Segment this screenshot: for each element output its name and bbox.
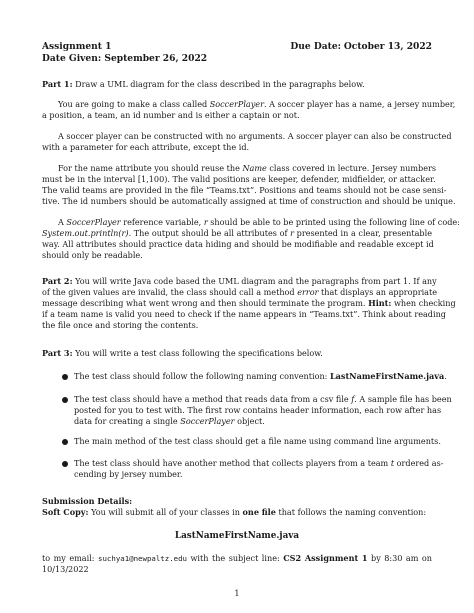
class-name-soccerplayer: SoccerPlayer (209, 99, 264, 109)
part2-line4: if a team name is valid you need to check if the name appears in “Teams.txt”. Think about reading (42, 309, 446, 319)
email-subject: CS2 Assignment 1 (283, 553, 368, 563)
part3-intro (42, 348, 432, 358)
due-date-value: October 13, 2022 (343, 41, 432, 52)
text-run: that follows the naming convention: (275, 507, 427, 517)
part1-p3-line4: tive. The id numbers should be automatically assigned at time of construction and should be unique. (42, 196, 456, 206)
part3-bullet4-line1 (74, 458, 444, 468)
text-run: to my email: (42, 553, 99, 563)
text-run: should be able to be printed using the following line of code: (207, 217, 460, 227)
part1-p2-line2: with a parameter for each attribute, except the id. (42, 142, 250, 152)
bullet-icon (62, 397, 68, 403)
part1-p4-line2 (42, 228, 432, 238)
method-error: error (297, 287, 319, 297)
date-given (42, 54, 432, 64)
text-run: A (58, 217, 67, 227)
part3-bullet1 (74, 371, 447, 381)
text-run: ordered as- (394, 458, 444, 468)
text-run: The test class should have another method that collects players from a team (74, 458, 391, 468)
part3-bullet2-line3 (74, 416, 432, 426)
text-run: class covered in lecture. Jersey numbers (266, 163, 437, 173)
page-number: 1 (234, 588, 240, 598)
part2-line1 (42, 276, 437, 286)
text-run: . A soccer player has a name, a jersey number, (263, 99, 456, 109)
part1-p4-line4: should only be readable. (42, 250, 143, 260)
part3-bullet2-line1 (74, 394, 452, 404)
text-run: of the given values are invalid, the class should call a method (42, 287, 298, 297)
text-run: reference variable, (120, 217, 204, 227)
class-name-soccerplayer: SoccerPlayer (180, 416, 235, 426)
bullet-icon (62, 439, 68, 445)
text-run: when checking (391, 298, 456, 308)
email-address: suchya1@newpaltz.edu (98, 554, 188, 563)
text-run: The test class should have a method that reads data from a csv file (74, 394, 352, 404)
text-run: presented in a clear, presentable (294, 228, 432, 238)
text-run: by 8:30 am on (367, 553, 432, 563)
part1-p3-line1 (58, 163, 437, 173)
date-given-value: September 26, 2022 (104, 53, 208, 64)
part1-p4-line3: way. All attributes should practice data hiding and should be modifiable and readable except id (42, 239, 434, 249)
variable-t: t (390, 458, 395, 468)
class-name-name: Name (242, 163, 267, 173)
submission-filename: LastNameFirstName.java (174, 531, 300, 541)
date-given-label: Date Given: (42, 53, 102, 64)
text-run: The test class should follow the following naming convention: (74, 371, 330, 381)
part1-intro-text: Draw a UML diagram for the class described in the paragraphs below. (75, 79, 365, 89)
submission-line2 (42, 553, 432, 564)
part2-label: Part 2: (42, 276, 73, 286)
part3-label: Part 3: (42, 348, 73, 358)
part2-line2 (42, 287, 438, 297)
part2-line5: the file once and storing the contents. (42, 320, 199, 330)
text-run: You will write Java code based the UML diagram and the paragraphs from part 1. If any (75, 276, 437, 286)
assignment-title: Assignment 1 (42, 41, 112, 52)
part1-p4-line1 (58, 217, 460, 227)
part1-p3-line3: The valid teams are provided in the file “Teams.txt”. Positions and teams should not be case sensi- (42, 185, 447, 195)
submission-line1 (42, 507, 432, 517)
part3-bullet3: The main method of the test class should get a file name using command line arguments. (74, 436, 441, 446)
text-run: . (444, 371, 447, 381)
part1-label: Part 1: (42, 79, 73, 89)
text-run: object. (234, 416, 265, 426)
bullet-icon (62, 374, 68, 380)
class-name-soccerplayer: SoccerPlayer (66, 217, 121, 227)
text-run: message describing what went wrong and then should terminate the program. (42, 298, 369, 308)
hint-label: Hint: (368, 298, 392, 308)
file-naming-convention: LastNameFirstName.java (329, 371, 445, 381)
variable-f: f (351, 394, 355, 404)
text-run: You will write a test class following the specifications below. (75, 348, 323, 358)
text-run: . A sample file has been (354, 394, 452, 404)
part3-bullet2-line2: posted for you to test with. The first row contains header information, each row after has (74, 405, 442, 415)
bullet-icon (62, 461, 68, 467)
part2-line3 (42, 298, 456, 308)
one-file-emphasis: one file (242, 507, 276, 517)
part1-p1-line1 (58, 99, 456, 109)
code-println: System.out.println(r) (42, 228, 129, 238)
part1-p2-line1: A soccer player can be constructed with no arguments. A soccer player can also be constructed (58, 131, 452, 141)
part1-intro (42, 79, 432, 89)
text-run: You will submit all of your classes in (91, 507, 243, 517)
soft-copy-label: Soft Copy: (42, 507, 89, 517)
variable-r: r (290, 228, 294, 238)
due-date-label: Due Date: (290, 41, 341, 52)
part1-p1-line2: a position, a team, an id number and is either a captain or not. (42, 110, 300, 120)
text-run: that displays an appropriate (318, 287, 438, 297)
text-run: For the name attribute you should reuse the (58, 163, 243, 173)
text-run: You are going to make a class called (58, 99, 210, 109)
text-run: data for creating a single (74, 416, 181, 426)
text-run: . The output should be all attributes of (128, 228, 291, 238)
due-date (290, 42, 432, 52)
variable-r: r (203, 217, 208, 227)
text-run: with the subject line: (187, 553, 284, 563)
part1-p3-line2: must be in the interval [1,100). The valid positions are keeper, defender, midfielder, or attacker. (42, 174, 436, 184)
part3-bullet4-line2: cending by jersey number. (74, 469, 183, 479)
submission-line3: 10/13/2022 (42, 564, 89, 574)
submission-heading: Submission Details: (42, 496, 133, 506)
